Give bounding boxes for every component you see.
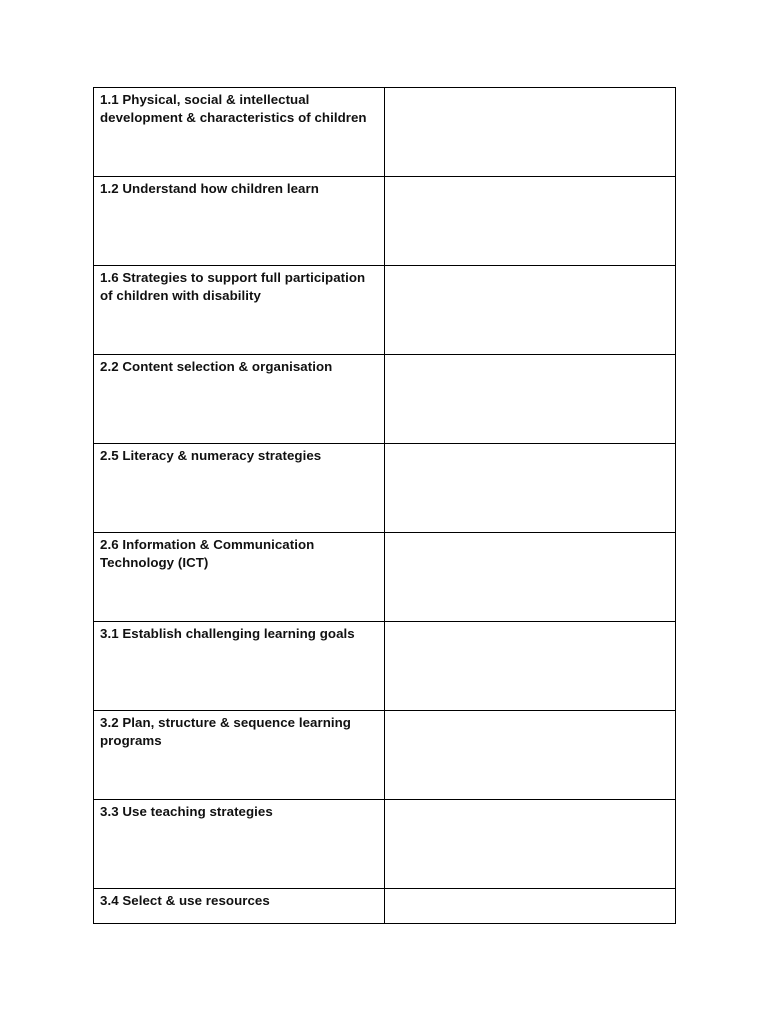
standard-label-cell <box>94 533 385 622</box>
standard-label-cell <box>94 889 385 924</box>
table-row <box>94 177 676 266</box>
response-cell[interactable] <box>385 800 676 889</box>
standard-label: 3.4 Select & use resources <box>100 893 270 908</box>
table-row <box>94 266 676 355</box>
response-cell[interactable] <box>385 533 676 622</box>
standard-label: 1.1 Physical, social & intellectual development & characteristics of children <box>100 92 367 125</box>
table-row <box>94 889 676 924</box>
standard-label: 1.2 Understand how children learn <box>100 181 319 196</box>
response-cell[interactable] <box>385 177 676 266</box>
response-cell[interactable] <box>385 889 676 924</box>
standard-label: 1.6 Strategies to support full participation of children with disability <box>100 270 366 303</box>
table-row <box>94 711 676 800</box>
standard-label-cell <box>94 266 385 355</box>
response-cell[interactable] <box>385 622 676 711</box>
table-row <box>94 88 676 177</box>
standard-label-cell <box>94 88 385 177</box>
standards-table <box>93 87 676 924</box>
standard-label: 2.2 Content selection & organisation <box>100 359 333 374</box>
standard-label: 2.5 Literacy & numeracy strategies <box>100 448 322 463</box>
table-row <box>94 800 676 889</box>
standard-label-cell <box>94 444 385 533</box>
response-cell[interactable] <box>385 444 676 533</box>
standard-label: 3.2 Plan, structure & sequence learning programs <box>100 715 351 748</box>
standard-label-cell <box>94 177 385 266</box>
table-row <box>94 355 676 444</box>
response-cell[interactable] <box>385 355 676 444</box>
table-row <box>94 533 676 622</box>
response-cell[interactable] <box>385 266 676 355</box>
standard-label-cell <box>94 711 385 800</box>
standard-label-cell <box>94 622 385 711</box>
standard-label: 3.3 Use teaching strategies <box>100 804 273 819</box>
table-row <box>94 622 676 711</box>
standard-label-cell <box>94 800 385 889</box>
response-cell[interactable] <box>385 711 676 800</box>
standard-label: 3.1 Establish challenging learning goals <box>100 626 355 641</box>
standard-label: 2.6 Information & Communication Technology (ICT) <box>100 537 315 570</box>
standard-label-cell <box>94 355 385 444</box>
response-cell[interactable] <box>385 88 676 177</box>
table-row <box>94 444 676 533</box>
